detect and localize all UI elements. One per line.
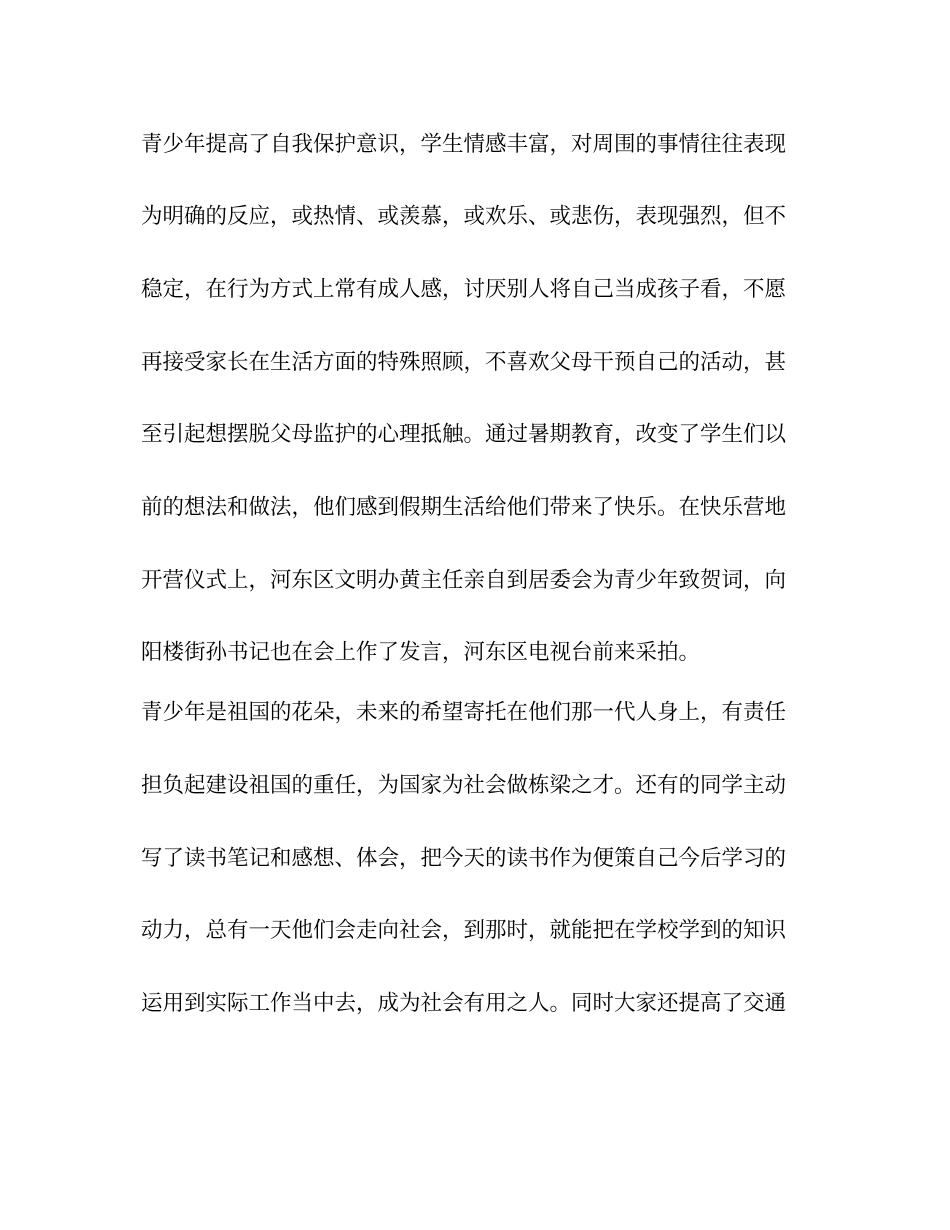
text-line: 青少年是祖国的花朵，未来的希望寄托在他们那一代人身上，有责任: [141, 700, 787, 725]
text-line: 动力，总有一天他们会走向社会，到那时，就能把在学校学到的知识: [141, 918, 787, 943]
text-line: 青少年提高了自我保护意识，学生情感丰富，对周围的事情往往表现: [141, 132, 787, 157]
text-line: 写了读书笔记和感想、体会，把今天的读书作为便策自己今后学习的: [141, 846, 787, 871]
text-line: 前的想法和做法，他们感到假期生活给他们带来了快乐。在快乐营地: [141, 495, 787, 520]
text-line: 再接受家长在生活方面的特殊照顾，不喜欢父母干预自己的活动，甚: [141, 350, 787, 375]
text-line: 稳定，在行为方式上常有成人感，讨厌别人将自己当成孩子看，不愿: [141, 277, 787, 302]
text-line: 运用到实际工作当中去，成为社会有用之人。同时大家还提高了交通: [141, 991, 787, 1016]
text-line: 担负起建设祖国的重任，为国家为社会做栋梁之才。还有的同学主动: [141, 773, 787, 798]
text-line: 为明确的反应，或热情、或羡慕，或欢乐、或悲伤，表现强烈，但不: [141, 204, 787, 229]
text-line: 阳楼街孙书记也在会上作了发言，河东区电视台前来采拍。: [141, 640, 701, 665]
text-line: 开营仪式上，河东区文明办黄主任亲自到居委会为青少年致贺词，向: [141, 568, 787, 593]
text-line: 至引起想摆脱父母监护的心理抵触。通过暑期教育，改变了学生们以: [141, 422, 787, 447]
